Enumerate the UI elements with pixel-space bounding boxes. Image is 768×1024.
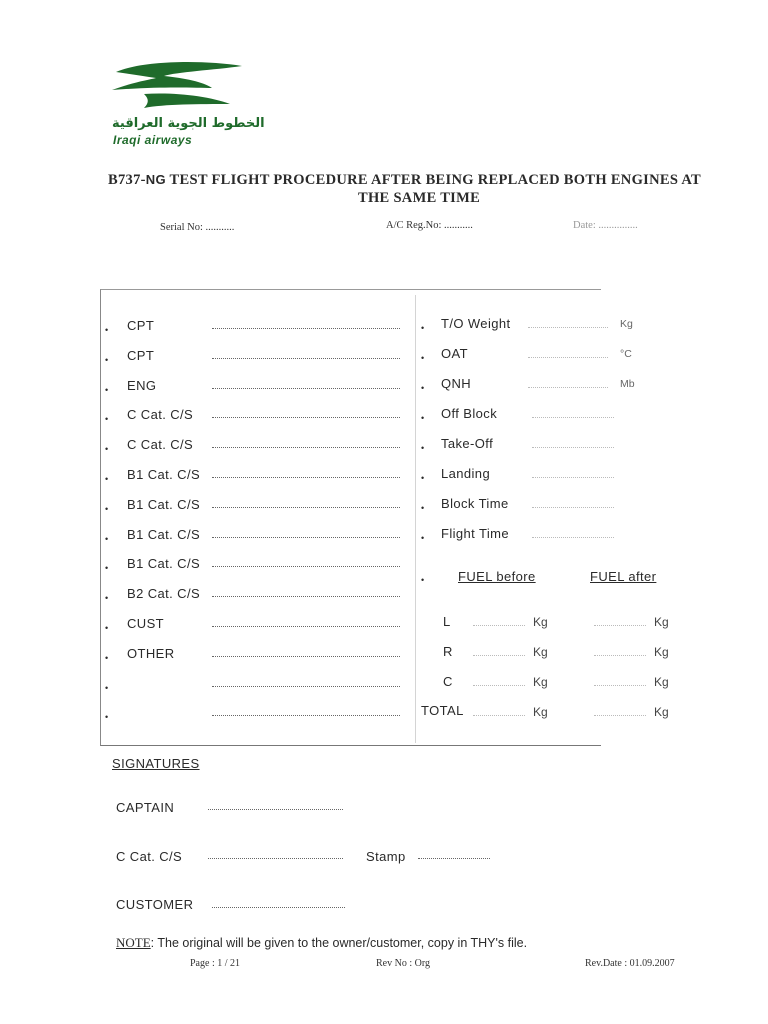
flight-bullet: • (421, 413, 425, 423)
note-text: : The original will be given to the owner/customer, copy in THY's file. (150, 936, 528, 950)
flight-value-line[interactable] (528, 327, 608, 328)
crew-bullet: • (105, 623, 109, 633)
fuel-after-line[interactable] (594, 715, 646, 716)
crew-role-label: B1 Cat. C/S (127, 496, 201, 512)
flight-item-label: Take-Off (441, 436, 494, 451)
customer-label: CUSTOMER (116, 897, 194, 912)
crew-role-label: B1 Cat. C/S (127, 467, 201, 482)
flight-bullet: • (421, 533, 425, 543)
crew-bullet: • (105, 325, 109, 335)
signatures-heading: SIGNATURES (112, 756, 200, 771)
crew-name-line[interactable] (212, 596, 400, 597)
crew-role-label: ENG (127, 377, 157, 393)
footer-rev-no: Rev No : Org (376, 958, 430, 969)
fuel-after-unit: Kg (654, 615, 669, 629)
flight-item-label: OAT (441, 346, 468, 361)
crew-bullet: • (105, 652, 109, 663)
crew-role-label: OTHER (127, 645, 175, 661)
fuel-before-line[interactable] (473, 685, 525, 686)
flight-bullet: • (421, 503, 425, 513)
footer-rev-date: Rev.Date : 01.09.2007 (585, 958, 675, 969)
crew-role-label: B1 Cat. C/S (127, 526, 201, 542)
fuel-before-line[interactable] (473, 715, 525, 716)
serial-no-field: Serial No: ........... (160, 222, 235, 233)
fuel-after-line[interactable] (594, 625, 646, 626)
flight-unit-qnh: Mb (620, 378, 635, 390)
crew-name-line[interactable] (212, 388, 400, 389)
fuel-after-header: FUEL after (590, 569, 657, 584)
crew-name-line[interactable] (212, 656, 400, 657)
crew-role-label: C Cat. C/S (127, 407, 194, 423)
note-line (116, 935, 527, 951)
crew-role-label: CPT (127, 347, 155, 363)
flight-value-line[interactable] (532, 417, 614, 418)
fuel-before-unit: Kg (533, 645, 548, 659)
crew-name-line[interactable] (212, 566, 400, 567)
captain-signature-line[interactable] (208, 809, 343, 810)
crew-role-label: B1 Cat. C/S (127, 556, 201, 572)
fuel-row-label: C (443, 674, 453, 689)
fuel-after-line[interactable] (594, 685, 646, 686)
fuel-after-unit: Kg (654, 705, 669, 719)
crew-role-label: B2 Cat. C/S (127, 586, 201, 602)
fuel-row-label: TOTAL (421, 703, 464, 718)
crew-name-line[interactable] (212, 477, 400, 478)
flight-value-line[interactable] (532, 507, 614, 508)
fuel-after-unit: Kg (654, 675, 669, 689)
crew-bullet: • (105, 503, 109, 514)
fuel-after-line[interactable] (594, 655, 646, 656)
crew-bullet: • (105, 682, 109, 693)
fuel-row-label: L (443, 614, 451, 629)
crew-name-line[interactable] (212, 537, 400, 538)
flight-value-line[interactable] (532, 447, 614, 448)
crew-bullet: • (105, 354, 109, 365)
flight-item-label: Flight Time (441, 526, 509, 541)
crew-name-line[interactable] (212, 328, 400, 329)
logo-arabic-text: الخطوط الجوية العراقية (112, 116, 265, 131)
stamp-label: Stamp (366, 849, 406, 864)
ccat-cs-label: C Cat. C/S (116, 849, 183, 864)
crew-bullet: • (105, 533, 109, 544)
fuel-row-label: R (443, 644, 453, 659)
crew-name-line[interactable] (212, 626, 400, 627)
customer-signature-line[interactable] (212, 907, 345, 908)
fuel-before-unit: Kg (533, 705, 548, 719)
document-title-line-2: THE SAME TIME (358, 190, 481, 206)
crew-name-line[interactable] (212, 447, 400, 448)
ccat-signature-line[interactable] (208, 858, 343, 859)
crew-name-line[interactable] (212, 507, 400, 508)
crew-name-line[interactable] (212, 417, 400, 418)
fuel-before-unit: Kg (533, 675, 548, 689)
fuel-before-line[interactable] (473, 625, 525, 626)
flight-bullet: • (421, 353, 425, 363)
crew-name-line[interactable] (212, 686, 400, 687)
flight-item-label: Block Time (441, 496, 509, 511)
crew-name-line[interactable] (212, 715, 400, 716)
flight-bullet: • (421, 443, 425, 453)
note-label: NOTE (116, 935, 151, 950)
column-divider (415, 295, 416, 743)
flight-item-label: Off Block (441, 406, 498, 421)
fuel-after-unit: Kg (654, 645, 669, 659)
crew-bullet: • (105, 384, 109, 395)
flight-item-label: QNH (441, 376, 472, 391)
crew-bullet: • (105, 414, 109, 425)
flight-unit-weight: Kg (620, 318, 633, 330)
crew-bullet: • (105, 593, 109, 604)
flight-bullet: • (421, 473, 425, 483)
crew-bullet: • (105, 444, 109, 455)
crew-name-line[interactable] (212, 358, 400, 359)
flight-bullet: • (421, 383, 425, 393)
ac-reg-field: A/C Reg.No: ........... (386, 220, 473, 231)
flight-value-line[interactable] (528, 357, 608, 358)
fuel-before-unit: Kg (533, 615, 548, 629)
fuel-bullet: • (421, 575, 425, 585)
crew-bullet: • (105, 712, 109, 723)
flight-unit-oat: °C (620, 348, 632, 360)
crew-role-label: C Cat. C/S (127, 437, 194, 453)
iraqi-airways-logo-icon (104, 58, 244, 112)
stamp-line[interactable] (418, 858, 490, 859)
crew-bullet: • (105, 474, 109, 484)
fuel-before-header: FUEL before (458, 569, 536, 584)
flight-value-line[interactable] (532, 477, 614, 478)
flight-item-label: T/O Weight (441, 316, 511, 331)
crew-bullet: • (105, 563, 109, 574)
captain-label: CAPTAIN (116, 800, 175, 815)
crew-role-label: CPT (127, 318, 155, 333)
flight-value-line[interactable] (532, 537, 614, 538)
flight-bullet: • (421, 323, 425, 333)
document-title-line-1: B737-NG TEST FLIGHT PROCEDURE AFTER BEING REPLACED BOTH ENGINES AT (108, 172, 701, 188)
logo-english-text: Iraqi airways (113, 133, 193, 147)
fuel-before-line[interactable] (473, 655, 525, 656)
crew-role-label: CUST (127, 616, 164, 631)
flight-value-line[interactable] (528, 387, 608, 388)
flight-item-label: Landing (441, 466, 491, 481)
footer-page: Page : 1 / 21 (190, 958, 240, 969)
date-field: Date: ............... (573, 220, 638, 231)
